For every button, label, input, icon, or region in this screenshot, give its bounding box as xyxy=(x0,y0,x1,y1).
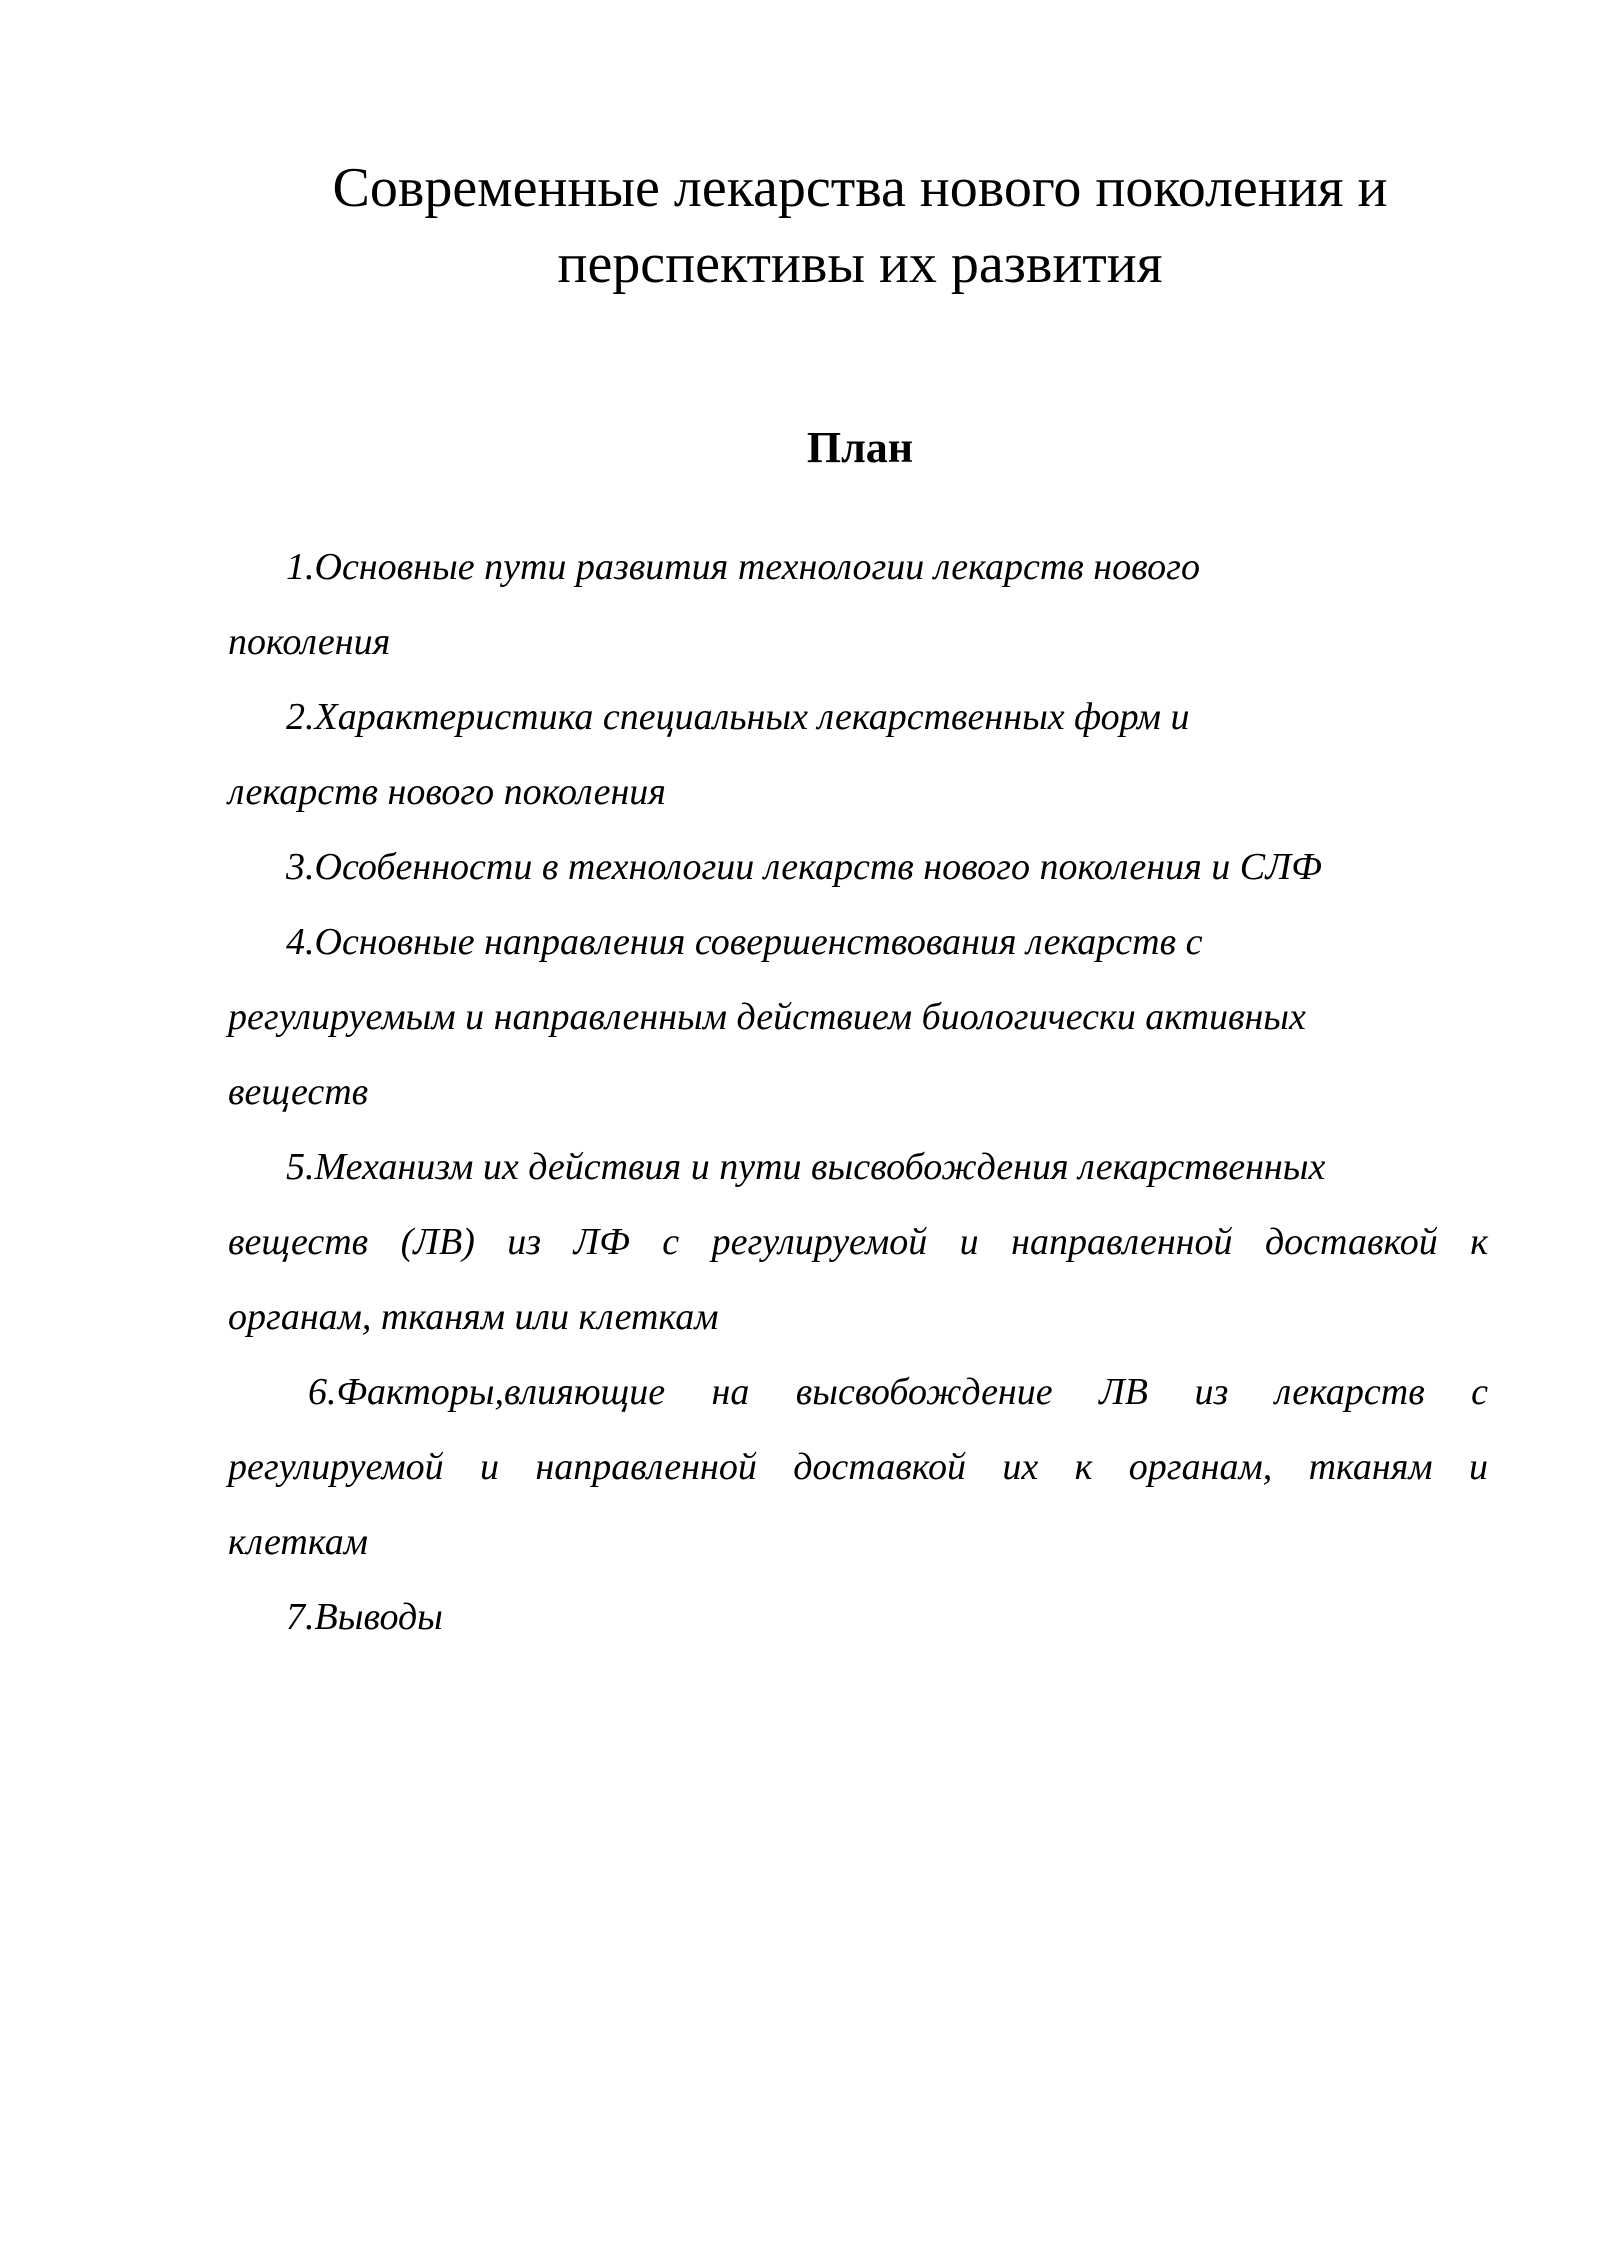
plan-item-6-line-2: регулируемой и направленной доставкой их к органам, тканям и xyxy=(228,1446,1488,1488)
plan-item-3-line-1: 3.Особенности в технологии лекарств нового поколения и СЛФ xyxy=(286,846,1322,888)
plan-item-4-line-3: веществ xyxy=(228,1071,369,1113)
plan-list xyxy=(228,530,1488,1655)
plan-item-6-line-1: 6.Факторы,влияющие на высвобождение ЛВ из лекарств с xyxy=(308,1371,1488,1413)
plan-item-7 xyxy=(228,1580,1488,1655)
plan-item-1-line-1: 1.Основные пути развития технологии лекарств нового xyxy=(286,546,1200,588)
plan-item-5-line-2: веществ (ЛВ) из ЛФ с регулируемой и направленной доставкой к xyxy=(228,1221,1488,1263)
plan-item-4-line-1: 4.Основные направления совершенствования лекарств с xyxy=(286,921,1203,963)
title-line-1: Современные лекарства нового поколения и xyxy=(332,157,1388,219)
plan-item-7-line-1: 7.Выводы xyxy=(286,1596,443,1638)
plan-item-1-line-2: поколения xyxy=(228,621,391,663)
title-line-2: перспективы их развития xyxy=(557,233,1163,295)
document-title xyxy=(230,150,1490,302)
plan-item-6 xyxy=(228,1355,1488,1580)
plan-item-4-line-2: регулируемым и направленным действием биологически активных xyxy=(228,996,1306,1038)
plan-item-2 xyxy=(228,680,1488,830)
plan-item-4 xyxy=(228,905,1488,1130)
plan-item-6-line-3: клеткам xyxy=(228,1521,368,1563)
plan-item-5-line-1: 5.Механизм их действия и пути высвобождения лекарственных xyxy=(286,1146,1326,1188)
plan-item-5-line-3: органам, тканям или клеткам xyxy=(228,1296,719,1338)
plan-item-1 xyxy=(228,530,1488,680)
plan-heading: План xyxy=(806,423,914,472)
plan-item-2-line-1: 2.Характеристика специальных лекарственных форм и xyxy=(286,696,1190,738)
plan-item-5 xyxy=(228,1130,1488,1355)
plan-item-2-line-2: лекарств нового поколения xyxy=(228,771,666,813)
plan-item-3 xyxy=(228,830,1488,905)
